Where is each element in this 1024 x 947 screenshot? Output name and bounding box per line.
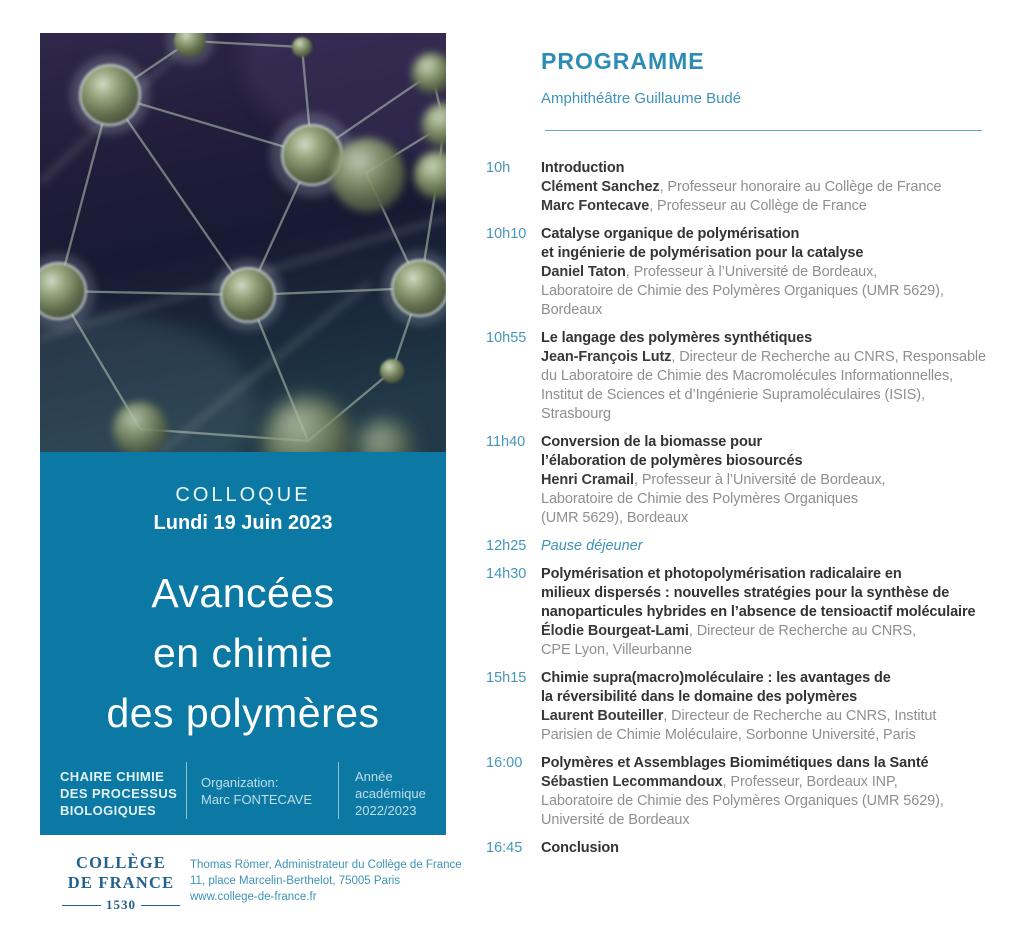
program-title: PROGRAMME [541, 48, 705, 74]
event-poster [40, 33, 446, 835]
speaker-affiliation: Bordeaux [541, 302, 603, 318]
session-title: la réversibilité dans le domaine des polymères [541, 689, 858, 705]
session-detail [541, 197, 988, 216]
program-entry [486, 225, 988, 320]
speaker-name: Laurent Bouteiller [541, 708, 664, 724]
speaker-name: Henri Cramail [541, 472, 634, 488]
break-label: Pause déjeuner [541, 538, 643, 554]
entry-time: 16:00 [486, 755, 523, 771]
speaker-affiliation: Laboratoire de Chimie des Polymères Organiques [541, 491, 858, 507]
entry-content [541, 329, 988, 424]
speaker-name: Clément Sanchez [541, 179, 660, 195]
speaker-name: Sébastien Lecommandoux [541, 774, 723, 790]
session-title: l’élaboration de polymères biosourcés [541, 453, 803, 469]
event-title-line: Avancées [151, 570, 335, 616]
speaker-affiliation: , Directeur de Recherche au CNRS, Responsable [671, 349, 986, 365]
program-entry [486, 754, 988, 830]
session-detail [541, 386, 988, 405]
speaker-affiliation: du Laboratoire de Chimie des Macromolécules Informationnelles, [541, 368, 954, 384]
event-title-line: en chimie [153, 630, 333, 676]
speaker-affiliation: Institut de Sciences et d’Ingénierie Supramoléculaires (ISIS), [541, 387, 925, 403]
session-title: Le langage des polymères synthétiques [541, 330, 813, 346]
session-title: Polymérisation et photopolymérisation radicalaire en [541, 566, 902, 582]
entry-content [541, 433, 988, 528]
session-detail [541, 367, 988, 386]
program-entry [486, 669, 988, 745]
session-detail [541, 348, 988, 367]
speaker-affiliation: , Professeur honoraire au Collège de France [659, 179, 942, 195]
entry-time: 15h15 [486, 670, 527, 686]
entry-content [541, 754, 988, 830]
organization: Organization: Marc FONTECAVE [201, 775, 312, 807]
address-line: 11, place Marcelin-Berthelot, 75005 Paris [190, 875, 401, 887]
session-detail [541, 178, 988, 197]
dash-rule [141, 905, 180, 906]
logo-founding-year: 1530 [62, 897, 180, 913]
session-title: milieux dispersés : nouvelles stratégies pour la synthèse de [541, 585, 950, 601]
program-entry [486, 537, 988, 556]
venue-label: Amphithéâtre Guillaume Budé [541, 90, 742, 107]
speaker-affiliation: CPE Lyon, Villeurbanne [541, 642, 692, 658]
session-title: Conclusion [541, 840, 619, 856]
poster-title-block [40, 452, 446, 835]
session-title: Conversion de la biomasse pour [541, 434, 762, 450]
session-detail [541, 282, 988, 301]
header-rule [545, 130, 982, 131]
session-detail [541, 726, 988, 745]
college-de-france-logo [62, 853, 180, 913]
program-entry [486, 839, 988, 858]
logo-name: COLLÈGE DE FRANCE [67, 853, 175, 892]
program-header [541, 48, 985, 139]
entry-time: 11h40 [486, 434, 526, 450]
entry-time: 10h [486, 160, 511, 176]
speaker-name: Jean-François Lutz [541, 349, 672, 365]
entry-content [541, 669, 988, 745]
speaker-affiliation: , Professeur à l’Université de Bordeaux, [634, 472, 886, 488]
entry-content [541, 225, 988, 320]
molecular-network-image [40, 33, 446, 452]
speaker-affiliation: , Directeur de Recherche au CNRS, Institut [663, 708, 937, 724]
academic-year: Année académique 2022/2023 [355, 769, 426, 818]
poster-footer [40, 762, 446, 819]
session-detail [541, 622, 988, 641]
session-detail [541, 641, 988, 660]
speaker-name: Daniel Taton [541, 264, 626, 280]
session-detail [541, 773, 988, 792]
speaker-affiliation: Parisien de Chimie Moléculaire, Sorbonne Université, Paris [541, 727, 916, 743]
session-detail [541, 707, 988, 726]
entry-content [541, 159, 988, 216]
session-detail [541, 471, 988, 490]
contact-block [190, 857, 462, 905]
session-title: Polymères et Assemblages Biomimétiques dans la Santé [541, 755, 929, 771]
session-detail [541, 301, 988, 320]
speaker-affiliation: , Professeur au Collège de France [649, 198, 867, 214]
entry-time: 10h10 [486, 226, 527, 242]
event-title [40, 563, 446, 743]
program-entry [486, 565, 988, 660]
session-title: Catalyse organique de polymérisation [541, 226, 800, 242]
session-title: Chimie supra(macro)moléculaire : les avantages de [541, 670, 891, 686]
speaker-affiliation: Laboratoire de Chimie des Polymères Organiques (UMR 5629), [541, 283, 944, 299]
session-detail [541, 811, 988, 830]
session-detail [541, 263, 988, 282]
session-title: et ingénierie de polymérisation pour la catalyse [541, 245, 864, 261]
entry-content [541, 537, 988, 556]
speaker-affiliation: , Professeur à l’Université de Bordeaux, [625, 264, 878, 280]
program-entries [486, 159, 988, 867]
speaker-affiliation: , Professeur, Bordeaux INP, [722, 774, 898, 790]
speaker-affiliation: Laboratoire de Chimie des Polymères Organiques (UMR 5629), [541, 793, 944, 809]
session-title: Introduction [541, 160, 625, 176]
event-date: Lundi 19 Juin 2023 [153, 512, 333, 534]
session-detail [541, 509, 988, 528]
administrator-line: Thomas Römer, Administrateur du Collège de France [190, 859, 462, 871]
entry-time: 16:45 [486, 840, 523, 856]
speaker-name: Marc Fontecave [541, 198, 650, 214]
entry-time: 12h25 [486, 538, 527, 554]
program-entry [486, 433, 988, 528]
event-type-label: COLLOQUE [175, 484, 311, 506]
entry-content [541, 565, 988, 660]
speaker-affiliation: Université de Bordeaux [541, 812, 690, 828]
event-title-line: des polymères [106, 690, 380, 736]
speaker-affiliation: , Directeur de Recherche au CNRS, [688, 623, 917, 639]
entry-time: 14h30 [486, 566, 527, 582]
chair-name: CHAIRE CHIMIE DES PROCESSUS BIOLOGIQUES [60, 769, 178, 818]
program-entry [486, 159, 988, 216]
program-entry [486, 329, 988, 424]
speaker-affiliation: Strasbourg [541, 406, 611, 422]
session-title: nanoparticules hybrides en l’absence de tensioactif moléculaire [541, 604, 976, 620]
speaker-name: Élodie Bourgeat-Lami [541, 623, 689, 639]
speaker-affiliation: (UMR 5629), Bordeaux [541, 510, 689, 526]
website-link[interactable]: www.college-de-france.fr [190, 891, 317, 903]
entry-content [541, 839, 988, 858]
session-detail [541, 405, 988, 424]
session-detail [541, 490, 988, 509]
dash-rule [62, 905, 101, 906]
session-detail [541, 792, 988, 811]
entry-time: 10h55 [486, 330, 527, 346]
